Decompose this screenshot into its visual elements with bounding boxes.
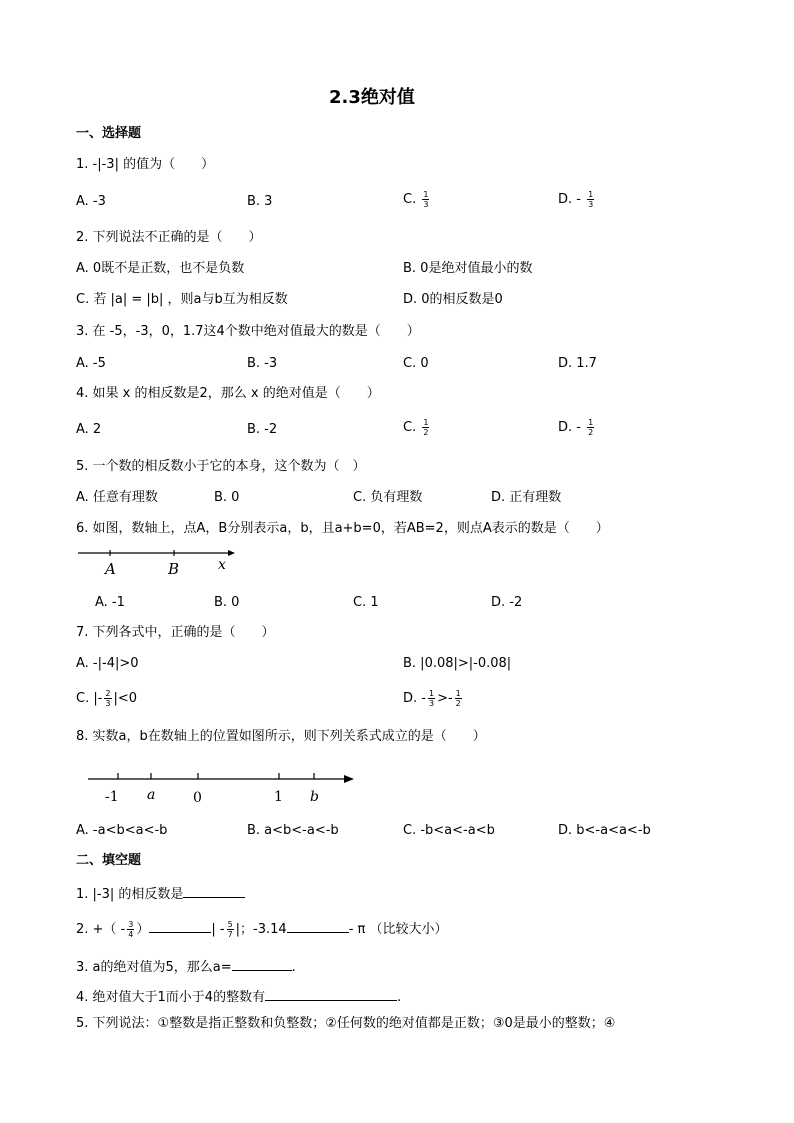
frac-denominator: 3	[588, 200, 594, 209]
q7-option-d-pre: D. -	[403, 691, 426, 706]
q8-label-a: a	[147, 787, 156, 803]
q4-option-b: B. -2	[247, 422, 278, 437]
q4-option-d-fraction	[587, 418, 594, 437]
q8-option-a: A. -a<b<a<-b	[76, 823, 168, 838]
q4-option-c-prefix: C.	[403, 420, 417, 435]
frac-denominator: 3	[428, 699, 435, 708]
q6-option-d: D. -2	[491, 595, 523, 610]
fill-question-2	[76, 920, 448, 939]
q6-label-a: A	[105, 560, 116, 578]
fill-2-mid3: |；-3.14	[235, 922, 287, 937]
q7-option-d-fraction-1	[428, 689, 435, 708]
q7-option-b: B. |0.08|>|-0.08|	[403, 656, 512, 671]
q8-label-one: 1	[274, 789, 283, 805]
question-4-stem: 4. 如果 x 的相反数是2，那么 x 的绝对值是（ ）	[76, 386, 380, 401]
frac-denominator: 4	[128, 930, 134, 939]
q4-option-d	[558, 418, 596, 437]
q4-option-a: A. 2	[76, 422, 102, 437]
question-6-stem: 6. 如图，数轴上，点A，B分别表示a，b，且a+b=0，若AB=2，则点A表示的数是（ ）	[76, 521, 609, 536]
q8-label-minus-one: -1	[105, 789, 119, 805]
frac-denominator: 3	[105, 699, 111, 708]
question-8-stem: 8. 实数a，b在数轴上的位置如图所示，则下列关系式成立的是（ ）	[76, 729, 486, 744]
q3-option-d: D. 1.7	[558, 356, 597, 371]
fill-2-pre: 2. +（ -	[76, 922, 126, 937]
q7-option-c-post: |<0	[113, 691, 138, 706]
q2-option-b: B. 0是绝对值最小的数	[403, 261, 533, 276]
fill-question-4	[76, 988, 401, 1006]
q8-option-b: B. a<b<-a<-b	[247, 823, 339, 838]
page-title: 2.3绝对值	[329, 87, 415, 108]
q1-option-d	[558, 190, 596, 209]
frac-denominator: 7	[227, 930, 233, 939]
q6-axis-arrow	[228, 550, 235, 556]
fill-question-5: 5. 下列说法：①整数是指正整数和负整数；②任何数的绝对值都是正数；③0是最小的整数；④	[76, 1016, 616, 1031]
q6-option-c: C. 1	[353, 595, 379, 610]
q6-label-b: B	[168, 560, 180, 578]
fill-2-blank-2[interactable]	[287, 920, 349, 933]
q6-label-x: x	[218, 557, 226, 573]
fill-2-blank-1[interactable]	[149, 920, 211, 933]
q7-option-d	[403, 689, 464, 708]
q5-option-a: A. 任意有理数	[76, 490, 158, 505]
q4-option-d-prefix: D. -	[558, 420, 581, 435]
question-3-stem: 3. 在 -5，-3，0，1.7这4个数中绝对值最大的数是（ ）	[76, 324, 420, 339]
q1-option-c-fraction	[422, 190, 429, 209]
fill-3-pre: 3. a的绝对值为5，那么a=	[76, 960, 232, 975]
q2-option-c: C. 若 |a| = |b| ，则a与b互为相反数	[76, 292, 288, 307]
q6-option-b: B. 0	[214, 595, 240, 610]
fill-3-post: .	[291, 960, 296, 975]
q3-option-a: A. -5	[76, 356, 106, 371]
frac-denominator: 2	[423, 428, 429, 437]
q3-option-b: B. -3	[247, 356, 278, 371]
frac-numerator: 1	[588, 190, 594, 199]
q7-option-c-pre: C. |-	[76, 691, 103, 706]
q7-option-d-fraction-2	[455, 689, 462, 708]
q1-option-b: B. 3	[247, 194, 273, 209]
fill-question-3	[76, 958, 296, 976]
q5-option-b: B. 0	[214, 490, 240, 505]
fill-4-pre: 4. 绝对值大于1而小于4的整数有	[76, 990, 266, 1005]
q8-axis-arrow	[344, 775, 354, 783]
q7-option-a: A. -|-4|>0	[76, 656, 139, 671]
q3-option-c: C. 0	[403, 356, 429, 371]
q1-option-d-prefix: D. -	[558, 192, 581, 207]
fill-1-blank[interactable]	[183, 885, 245, 898]
q4-option-c-fraction	[422, 418, 429, 437]
q8-number-line-figure	[88, 772, 368, 812]
question-1-stem: 1. -|-3| 的值为（ ）	[76, 157, 215, 172]
frac-numerator: 2	[105, 689, 111, 698]
fill-1-text: 1. |-3| 的相反数是	[76, 887, 184, 902]
fill-2-fraction-2	[227, 920, 234, 939]
q1-option-c-prefix: C.	[403, 192, 417, 207]
fill-2-post: - π （比较大小）	[348, 922, 448, 937]
question-5-stem: 5. 一个数的相反数小于它的本身，这个数为（ ）	[76, 459, 366, 474]
frac-numerator: 5	[227, 920, 233, 929]
q8-label-b: b	[310, 789, 319, 805]
frac-numerator: 1	[423, 418, 429, 427]
fill-question-1	[76, 885, 245, 903]
q7-option-d-mid: >-	[437, 691, 453, 706]
section-heading-choice: 一、选择题	[76, 126, 142, 141]
fill-4-post: .	[397, 990, 402, 1005]
q2-option-a: A. 0既不是正数，也不是负数	[76, 261, 245, 276]
question-2-stem: 2. 下列说法不正确的是（ ）	[76, 230, 262, 245]
section-heading-fill-in: 二、填空题	[76, 853, 142, 868]
q7-option-c-fraction	[104, 689, 111, 708]
q2-option-d: D. 0的相反数是0	[403, 292, 503, 307]
frac-numerator: 1	[423, 190, 429, 199]
frac-numerator: 1	[455, 689, 461, 698]
frac-numerator: 1	[428, 689, 435, 698]
fill-2-fraction-1	[127, 920, 134, 939]
q8-label-zero: 0	[193, 790, 202, 806]
fill-4-blank[interactable]	[265, 988, 397, 1001]
frac-denominator: 2	[588, 428, 594, 437]
frac-denominator: 2	[455, 699, 461, 708]
frac-numerator: 1	[588, 418, 594, 427]
q1-option-c	[403, 190, 431, 209]
q8-option-c: C. -b<a<-a<b	[403, 823, 495, 838]
frac-numerator: 3	[128, 920, 134, 929]
q6-option-a: A. -1	[95, 595, 125, 610]
q5-option-d: D. 正有理数	[491, 490, 562, 505]
frac-denominator: 3	[423, 200, 429, 209]
q7-option-c	[76, 689, 137, 708]
q5-option-c: C. 负有理数	[353, 490, 423, 505]
question-7-stem: 7. 下列各式中，正确的是（ ）	[76, 625, 275, 640]
fill-2-mid1: ）	[136, 922, 150, 937]
q1-option-a: A. -3	[76, 194, 106, 209]
fill-3-blank[interactable]	[232, 958, 292, 971]
q1-option-d-fraction	[587, 190, 594, 209]
q6-number-line-figure	[78, 550, 238, 580]
q4-option-c	[403, 418, 431, 437]
fill-2-mid2: | -	[211, 922, 225, 937]
q8-option-d: D. b<-a<a<-b	[558, 823, 651, 838]
